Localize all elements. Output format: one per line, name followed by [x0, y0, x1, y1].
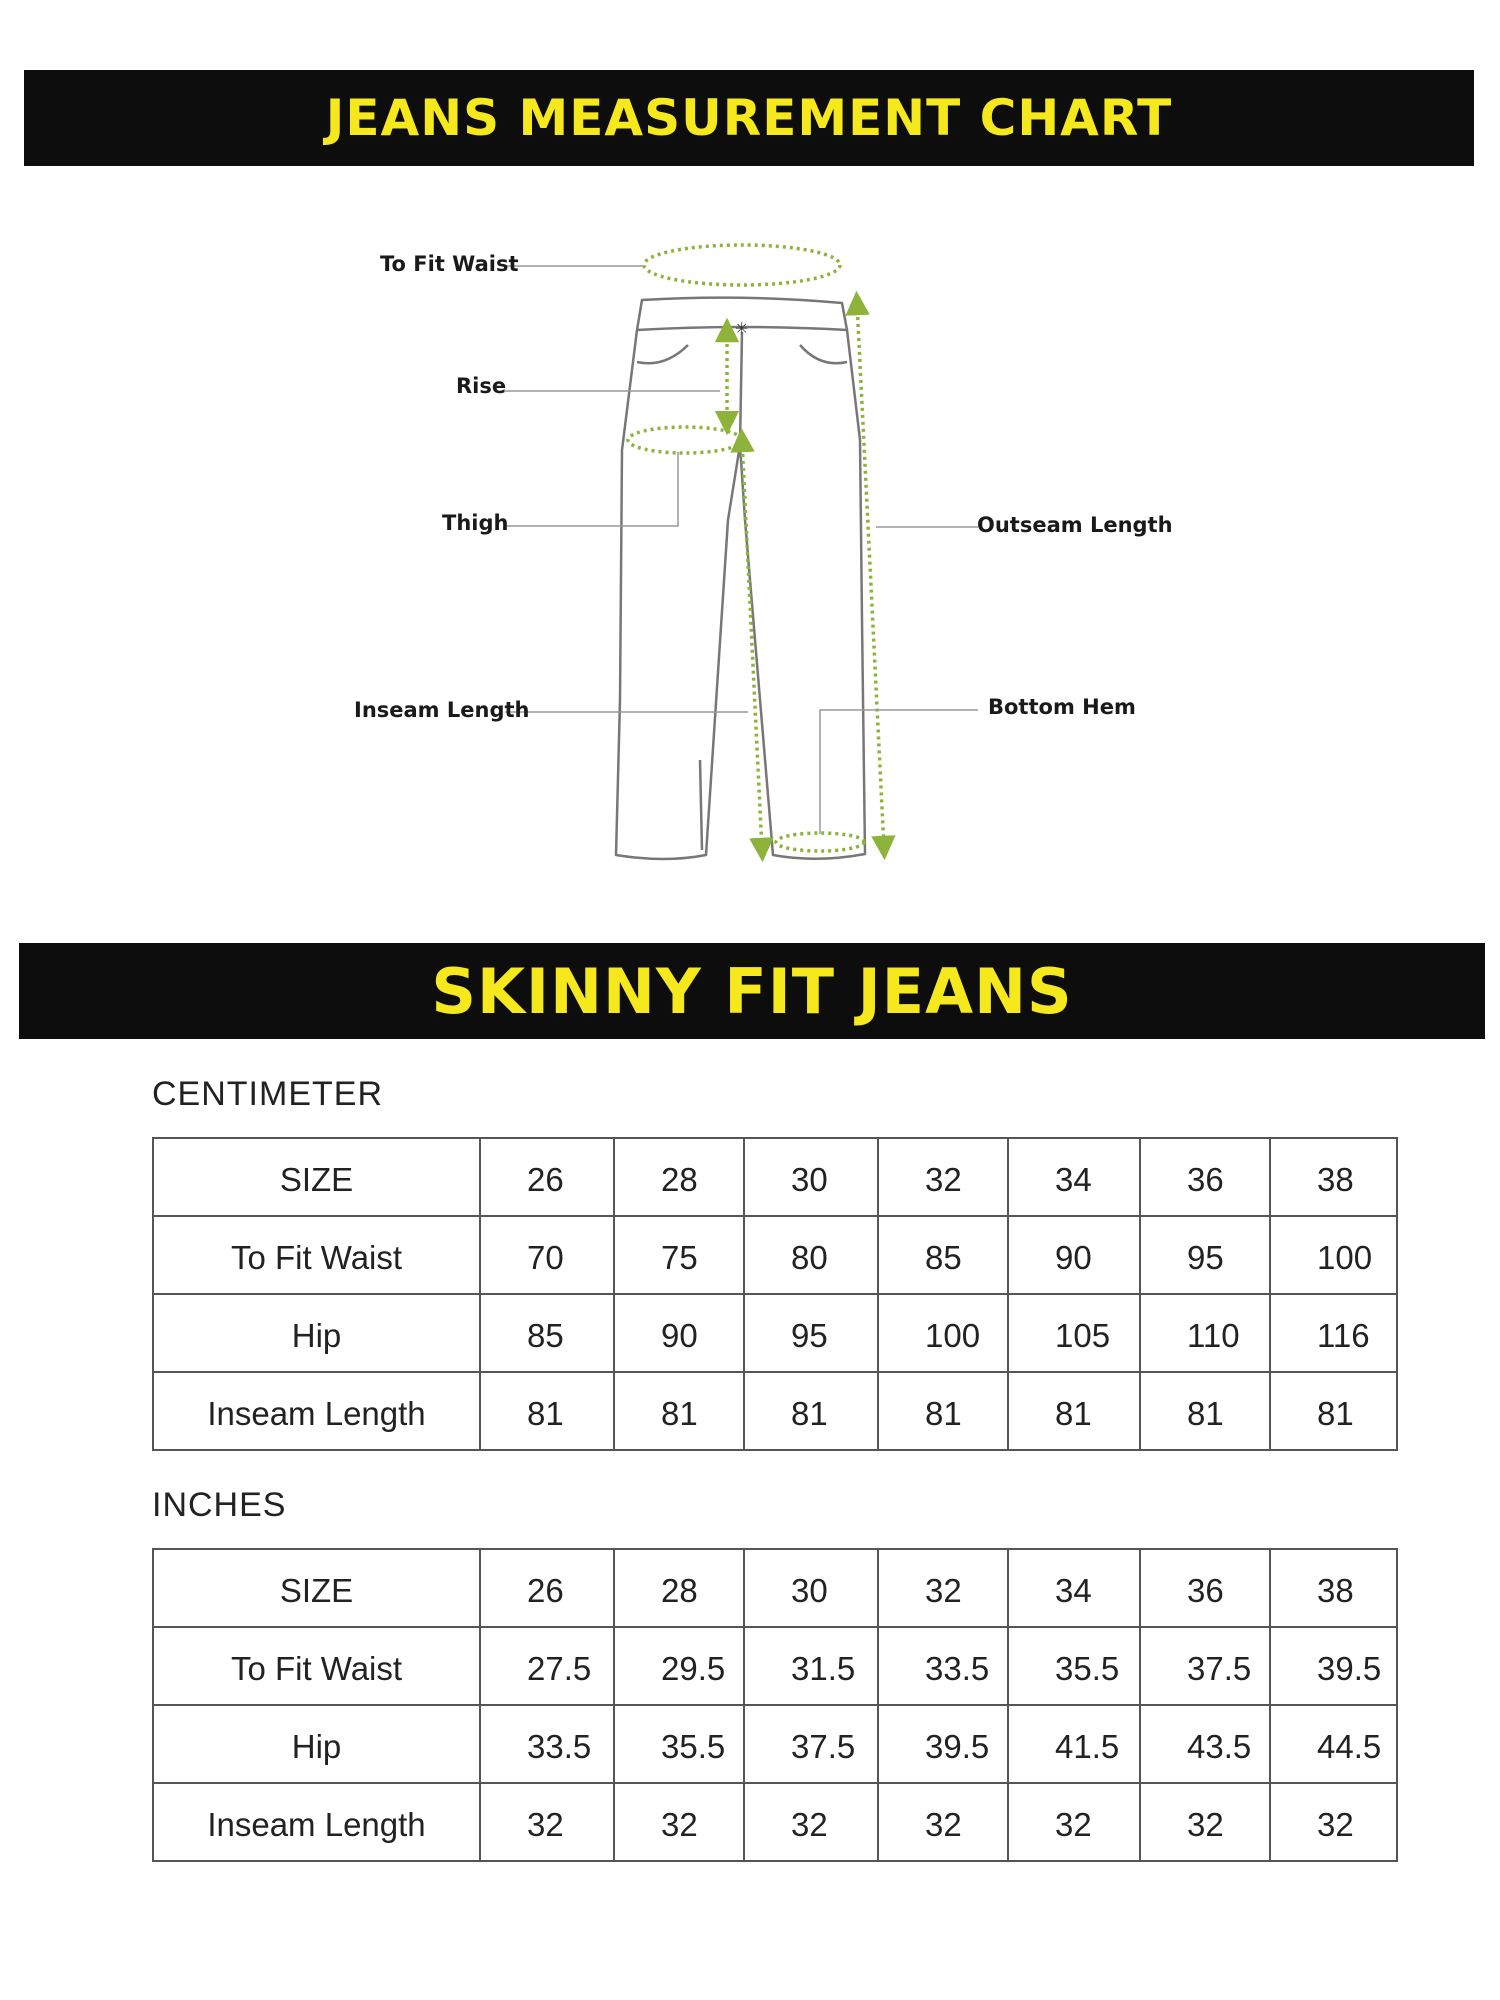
table-cell: 100 — [1270, 1216, 1397, 1294]
waist-measure — [644, 245, 840, 285]
table-cell: 85 — [878, 1216, 1008, 1294]
jeans-outline — [616, 298, 865, 859]
table-cell: 32 — [480, 1783, 614, 1861]
table-cell: 116 — [1270, 1294, 1397, 1372]
table-cell: 34 — [1008, 1138, 1140, 1216]
table-row — [153, 1372, 1397, 1450]
table-cell: 27.5 — [480, 1627, 614, 1705]
row-label: Hip — [153, 1705, 480, 1783]
table-cell: 44.5 — [1270, 1705, 1397, 1783]
table-cell: 81 — [480, 1372, 614, 1450]
table-cell: 32 — [1270, 1783, 1397, 1861]
table-cell: 90 — [1008, 1216, 1140, 1294]
unit-label-inches: INCHES — [152, 1486, 287, 1524]
table-cell: 32 — [878, 1549, 1008, 1627]
table-cell: 32 — [1140, 1783, 1270, 1861]
table-cell: 32 — [878, 1783, 1008, 1861]
table-cell: 100 — [878, 1294, 1008, 1372]
table-cell: 35.5 — [614, 1705, 744, 1783]
label-inseam: Inseam Length — [354, 698, 530, 722]
table-cell: 95 — [1140, 1216, 1270, 1294]
hem-measure — [776, 833, 864, 851]
section-title: SKINNY FIT JEANS — [431, 954, 1073, 1028]
table-row — [153, 1294, 1397, 1372]
jeans-diagram — [0, 200, 1500, 900]
measure-marks — [628, 245, 884, 851]
label-thigh: Thigh — [442, 511, 509, 535]
table-cell: 31.5 — [744, 1627, 878, 1705]
table-cell: 32 — [744, 1783, 878, 1861]
row-label: SIZE — [153, 1138, 480, 1216]
table-cell: 39.5 — [1270, 1627, 1397, 1705]
label-outseam: Outseam Length — [977, 513, 1173, 537]
table-cell: 80 — [744, 1216, 878, 1294]
table-cell: 28 — [614, 1549, 744, 1627]
row-label: To Fit Waist — [153, 1216, 480, 1294]
table-cell: 26 — [480, 1549, 614, 1627]
table-cell: 43.5 — [1140, 1705, 1270, 1783]
table-cell: 32 — [1008, 1783, 1140, 1861]
table-cell: 36 — [1140, 1138, 1270, 1216]
table-cell: 81 — [1270, 1372, 1397, 1450]
table-cell: 33.5 — [878, 1627, 1008, 1705]
row-label: To Fit Waist — [153, 1627, 480, 1705]
table-cell: 81 — [614, 1372, 744, 1450]
table-cell: 75 — [614, 1216, 744, 1294]
unit-label-centimeter: CENTIMETER — [152, 1075, 383, 1113]
chart-title: JEANS MEASUREMENT CHART — [325, 89, 1173, 147]
table-cell: 26 — [480, 1138, 614, 1216]
table-cell: 34 — [1008, 1549, 1140, 1627]
table-cell: 30 — [744, 1549, 878, 1627]
table-cell: 32 — [878, 1138, 1008, 1216]
table-cell: 38 — [1270, 1549, 1397, 1627]
table-cell: 85 — [480, 1294, 614, 1372]
row-label: Hip — [153, 1294, 480, 1372]
table-cell: 30 — [744, 1138, 878, 1216]
section-title-banner — [19, 943, 1485, 1039]
table-cell: 105 — [1008, 1294, 1140, 1372]
table-cell: 28 — [614, 1138, 744, 1216]
table-cell: 81 — [744, 1372, 878, 1450]
row-label: Inseam Length — [153, 1783, 480, 1861]
table-cell: 70 — [480, 1216, 614, 1294]
table-cell: 81 — [878, 1372, 1008, 1450]
jeans-illustration — [0, 200, 1500, 900]
table-cell: 41.5 — [1008, 1705, 1140, 1783]
label-hem: Bottom Hem — [988, 695, 1136, 719]
table-cell: 38 — [1270, 1138, 1397, 1216]
table-cell: 29.5 — [614, 1627, 744, 1705]
chart-title-banner — [24, 70, 1474, 166]
centimeter-size-table — [152, 1137, 1398, 1451]
table-cell: 81 — [1008, 1372, 1140, 1450]
table-cell: 37.5 — [744, 1705, 878, 1783]
row-label: SIZE — [153, 1549, 480, 1627]
table-cell: 110 — [1140, 1294, 1270, 1372]
thigh-measure — [628, 427, 742, 453]
table-cell: 39.5 — [878, 1705, 1008, 1783]
brand-mark: ✳ — [735, 319, 749, 338]
label-rise: Rise — [456, 374, 507, 398]
table-cell: 95 — [744, 1294, 878, 1372]
table-row — [153, 1216, 1397, 1294]
table-row — [153, 1627, 1397, 1705]
table-cell: 90 — [614, 1294, 744, 1372]
table-cell: 36 — [1140, 1549, 1270, 1627]
table-row — [153, 1783, 1397, 1861]
table-row — [153, 1705, 1397, 1783]
table-cell: 33.5 — [480, 1705, 614, 1783]
inches-size-table — [152, 1548, 1398, 1862]
table-cell: 32 — [614, 1783, 744, 1861]
table-cell: 37.5 — [1140, 1627, 1270, 1705]
row-label: Inseam Length — [153, 1372, 480, 1450]
table-cell: 81 — [1140, 1372, 1270, 1450]
label-waist: To Fit Waist — [380, 252, 519, 276]
table-row — [153, 1549, 1397, 1627]
table-row — [153, 1138, 1397, 1216]
table-cell: 35.5 — [1008, 1627, 1140, 1705]
